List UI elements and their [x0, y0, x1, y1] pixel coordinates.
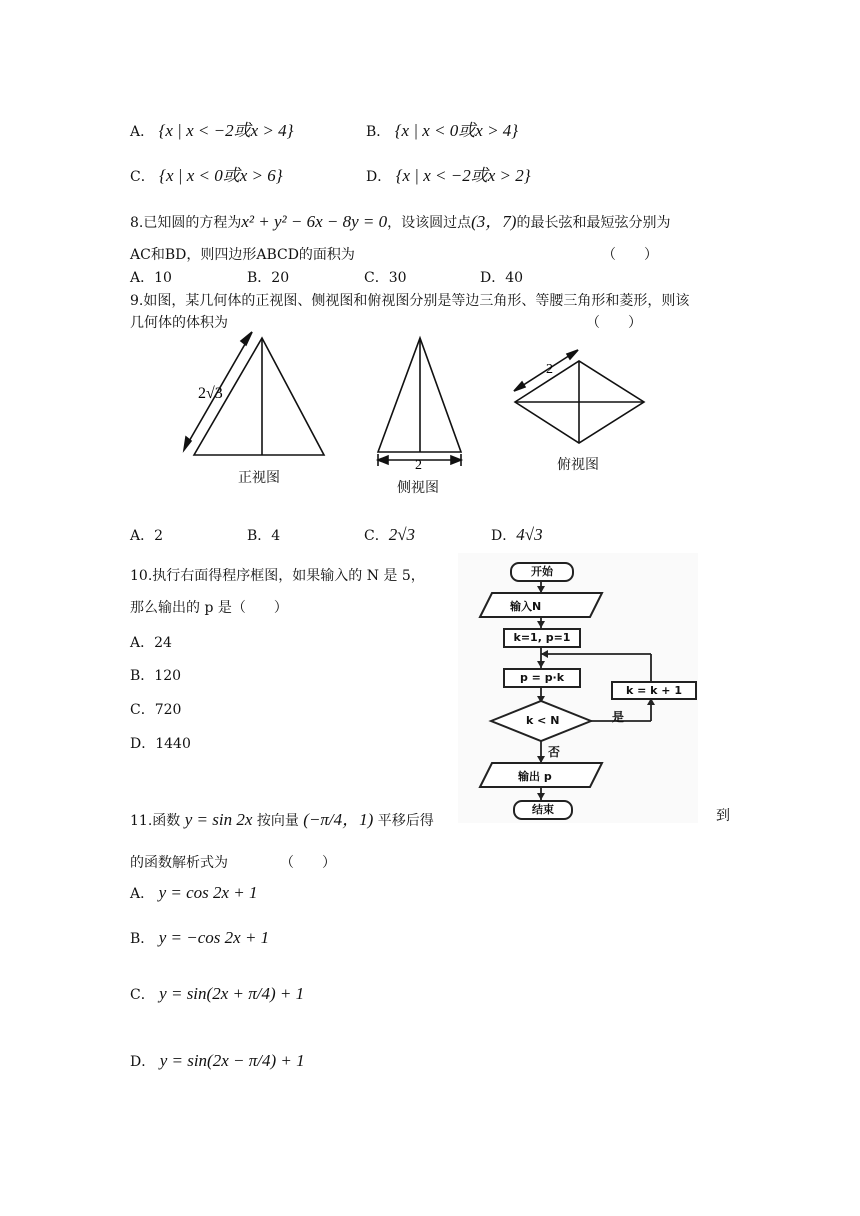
- q11-option-a: [130, 883, 258, 903]
- q8-suffix: 的最长弦和最短弦分别为: [516, 215, 671, 231]
- q11-line1: [130, 805, 434, 830]
- option-label: C．: [130, 702, 155, 718]
- option-label: B．: [366, 124, 391, 140]
- q9-line1: 9.如图，某几何体的正视图、侧视图和俯视图分别是等边三角形、等腰三角形和菱形，则该: [130, 293, 690, 309]
- front-view-dimension: 2√3: [198, 385, 223, 402]
- q11-option-c: [130, 984, 304, 1004]
- q9-option-b: [247, 525, 280, 545]
- option-value: y = sin(2x − π/4) + 1: [159, 1051, 305, 1070]
- flow-end: 结束: [513, 800, 573, 820]
- front-view-caption: 正视图: [238, 470, 280, 486]
- q10-option-b: [130, 665, 181, 685]
- flow-increment: k = k + 1: [611, 681, 697, 700]
- side-view-dimension: 2: [415, 458, 422, 473]
- option-value: 40: [505, 270, 524, 286]
- option-value: 20: [271, 270, 290, 286]
- option-label: B．: [247, 528, 272, 544]
- q11-suffix: 平移后得: [377, 813, 434, 829]
- q8-point: (3，7): [471, 212, 517, 231]
- q11-option-b: [130, 928, 269, 948]
- option-label: C．: [364, 528, 389, 544]
- q8-equation: x² + y² − 6x − 8y = 0: [241, 212, 388, 231]
- option-value: 1440: [155, 736, 191, 752]
- top-view-caption: 俯视图: [557, 457, 599, 473]
- option-label: B．: [130, 931, 155, 947]
- q9-answer-paren: （ ）: [586, 315, 642, 331]
- option-set: {x | x < −2或x > 4}: [158, 121, 294, 140]
- option-value: 2: [154, 528, 164, 544]
- q9-three-views: [0, 0, 860, 500]
- q8-prefix: 8.已知圆的方程为: [130, 215, 242, 231]
- option-value: 4: [271, 528, 281, 544]
- option-value: 2√3: [388, 525, 416, 544]
- option-value: 4√3: [516, 525, 543, 544]
- flow-init: k=1, p=1: [503, 628, 581, 648]
- flow-start: 开始: [510, 562, 574, 582]
- option-label: A．: [130, 886, 155, 902]
- q11-middle: 按向量: [256, 813, 299, 829]
- option-label: B．: [130, 668, 155, 684]
- q8-line2: AC和BD，则四边形ABCD的面积为: [130, 247, 355, 263]
- flow-yes-label: 是: [612, 710, 625, 724]
- flow-decision: k < N: [526, 714, 560, 727]
- option-value: y = −cos 2x + 1: [158, 928, 270, 947]
- option-label: D．: [366, 169, 392, 185]
- q9-option-a: [130, 525, 163, 545]
- q11-option-d: [130, 1051, 305, 1071]
- top-view-figure: [514, 350, 644, 443]
- q11-vector: (−π/4，1): [303, 810, 374, 829]
- option-set: {x | x < 0或x > 6}: [159, 166, 283, 185]
- option-value: y = cos 2x + 1: [158, 883, 258, 902]
- option-label: C．: [130, 987, 155, 1003]
- q10-line2: 那么输出的 p 是（ ）: [130, 600, 288, 616]
- q9-line2: 几何体的体积为: [130, 315, 228, 331]
- option-set: {x | x < 0或x > 4}: [394, 121, 519, 140]
- option-value: 30: [388, 270, 407, 286]
- flowchart: [458, 553, 698, 823]
- option-label: B．: [247, 270, 272, 286]
- flow-no-label: 否: [548, 745, 561, 759]
- q10-option-c: [130, 699, 181, 719]
- option-value: 720: [154, 702, 182, 718]
- q11-line1-tail: 到: [716, 808, 730, 824]
- q10-line1: 10.执行右面得程序框图，如果输入的 N 是 5，: [130, 568, 425, 584]
- q11-answer-paren: （ ）: [280, 855, 336, 871]
- q9-option-c: [364, 525, 415, 545]
- flow-process: p = p·k: [503, 668, 581, 688]
- option-label: A．: [130, 635, 155, 651]
- option-label: A．: [130, 528, 155, 544]
- option-label: C．: [130, 169, 155, 185]
- q11-line2: 的函数解析式为: [130, 855, 228, 871]
- option-label: D．: [480, 270, 506, 286]
- q10-option-d: [130, 733, 191, 753]
- q11-prefix: 11.函数: [130, 813, 181, 829]
- top-view-dimension: 2: [546, 362, 553, 377]
- q10-option-a: [130, 632, 172, 652]
- side-view-figure: [378, 338, 461, 466]
- option-set: {x | x < −2或x > 2}: [395, 166, 531, 185]
- flow-input: 输入N: [510, 600, 542, 613]
- q9-option-d: [491, 525, 543, 545]
- option-value: 10: [154, 270, 172, 286]
- side-view-caption: 侧视图: [397, 480, 439, 496]
- option-label: D．: [130, 736, 156, 752]
- option-label: D．: [491, 528, 517, 544]
- option-label: C．: [364, 270, 389, 286]
- option-label: A．: [130, 270, 155, 286]
- flow-output: 输出 p: [518, 770, 552, 783]
- option-label: A．: [130, 124, 155, 140]
- q11-function: y = sin 2x: [184, 810, 253, 829]
- option-value: y = sin(2x + π/4) + 1: [159, 984, 305, 1003]
- q8-answer-paren: （ ）: [602, 247, 658, 263]
- option-value: 24: [154, 635, 172, 651]
- option-label: D．: [130, 1054, 156, 1070]
- q8-middle: ，设该圆过点: [387, 215, 472, 231]
- option-value: 120: [154, 668, 182, 684]
